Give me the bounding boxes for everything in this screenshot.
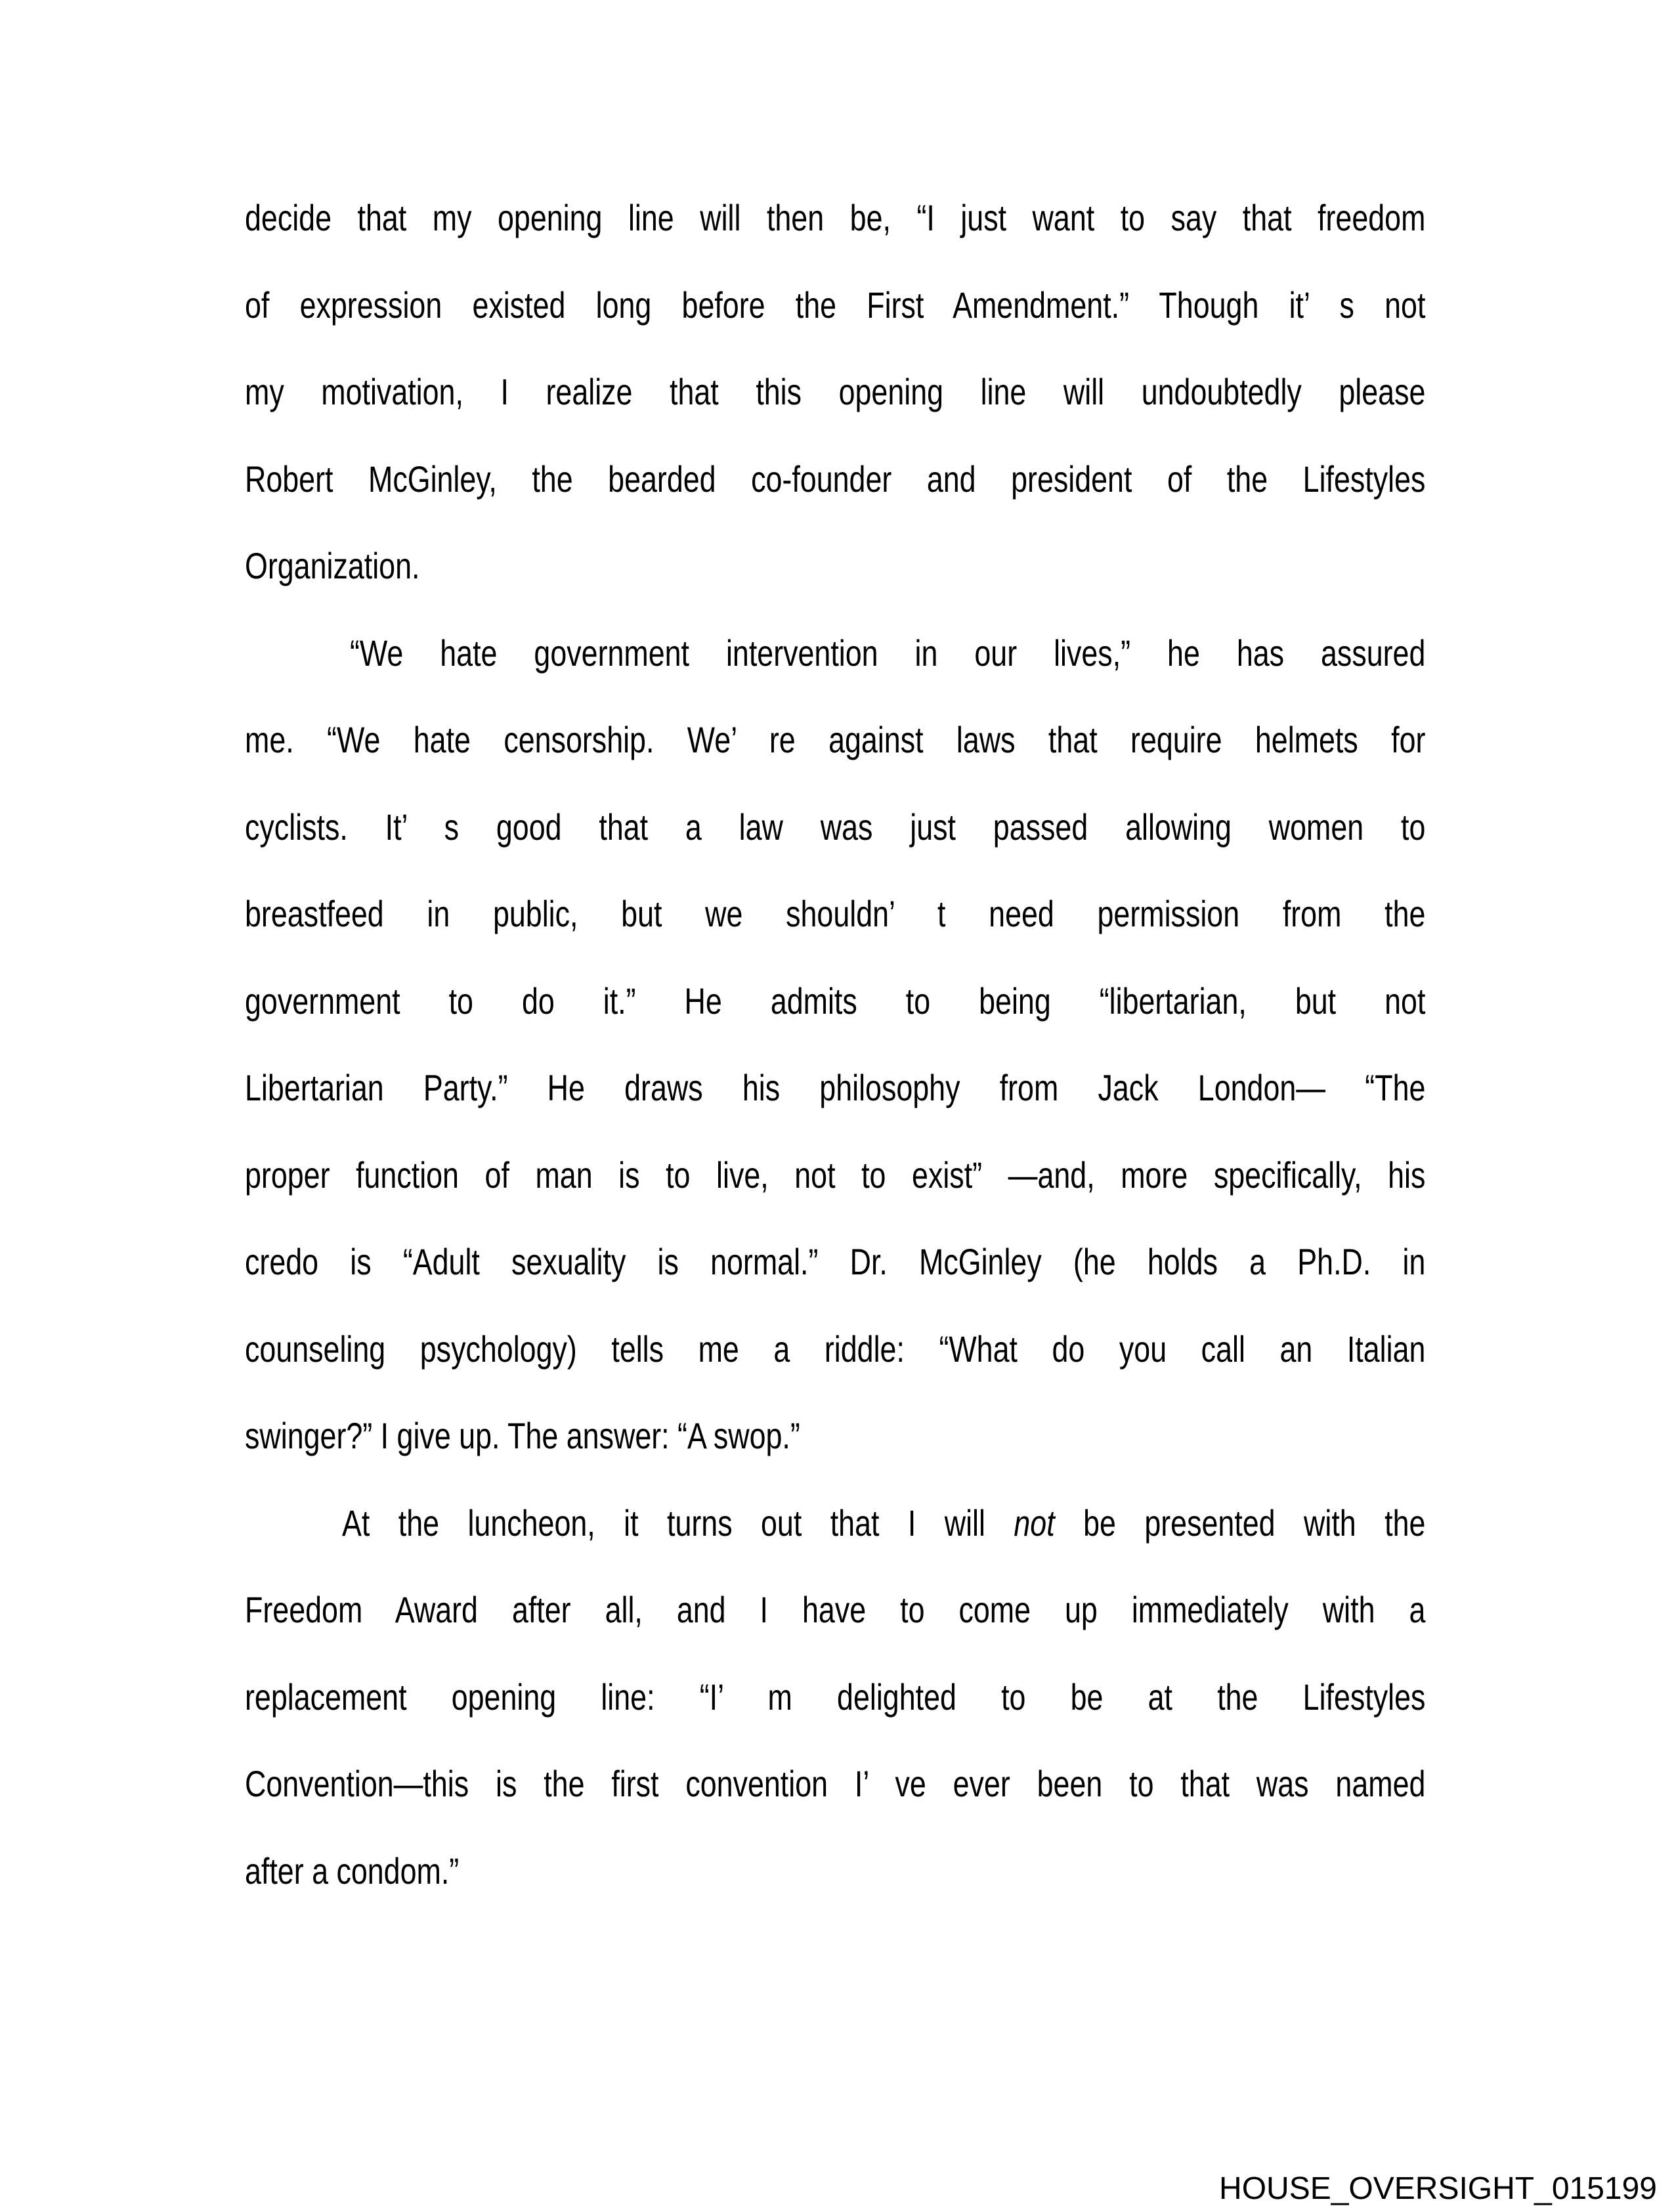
text-line: Freedom Award after all, and I have to come up immediately with a [245,1589,1426,1630]
text-line: my motivation, I realize that this opening line will undoubtedly please [245,371,1426,412]
text-line: Robert McGinley, the bearded co-founder and president of the Lifestyles [245,458,1426,500]
text-line: credo is “Adult sexuality is normal.” Dr. McGinley (he holds a Ph.D. in [245,1241,1426,1282]
text-line: replacement opening line: “I’ m delighted to be at the Lifestyles [245,1676,1426,1718]
text-line: proper function of man is to live, not to exist” —and, more specifically, his [245,1154,1426,1196]
text-line: Libertarian Party.” He draws his philosophy from Jack London— “The [245,1067,1426,1108]
paragraph-1 [245,175,1425,610]
text-line: government to do it.” He admits to being “libertarian, but not [245,980,1426,1022]
paragraph-2 [245,610,1425,1480]
text-line: breastfeed in public, but we shouldn’ t need permission from the [245,893,1426,934]
text-line: “We hate government intervention in our lives,” he has assured [350,632,1426,674]
text-line: of expression existed long before the First Amendment.” Though it’ s not [245,284,1426,326]
text-line: cyclists. It’ s good that a law was just passed allowing women to [245,806,1426,848]
text-line: Organization. [245,545,420,586]
text-run: be presented with the [1054,1502,1426,1544]
italic-text: not [1014,1502,1055,1544]
bates-stamp: HOUSE_OVERSIGHT_015199 [1219,2171,1657,2207]
paragraph-3 [245,1480,1425,1915]
text-line: swinger?” I give up. The answer: “A swop.” [245,1415,800,1456]
text-line: me. “We hate censorship. We’ re against laws that require helmets for [245,719,1426,760]
text-line: Convention—this is the first convention I’ ve ever been to that was named [245,1763,1426,1804]
text-line: after a condom.” [245,1850,460,1892]
text-line [245,1480,1425,1567]
text-run: At the luncheon, it turns out that I will [342,1502,1014,1544]
text-line: decide that my opening line will then be, “I just want to say that freedom [245,197,1426,238]
text-line: counseling psychology) tells me a riddle: “What do you call an Italian [245,1328,1426,1370]
page-body-text [245,175,1425,1915]
